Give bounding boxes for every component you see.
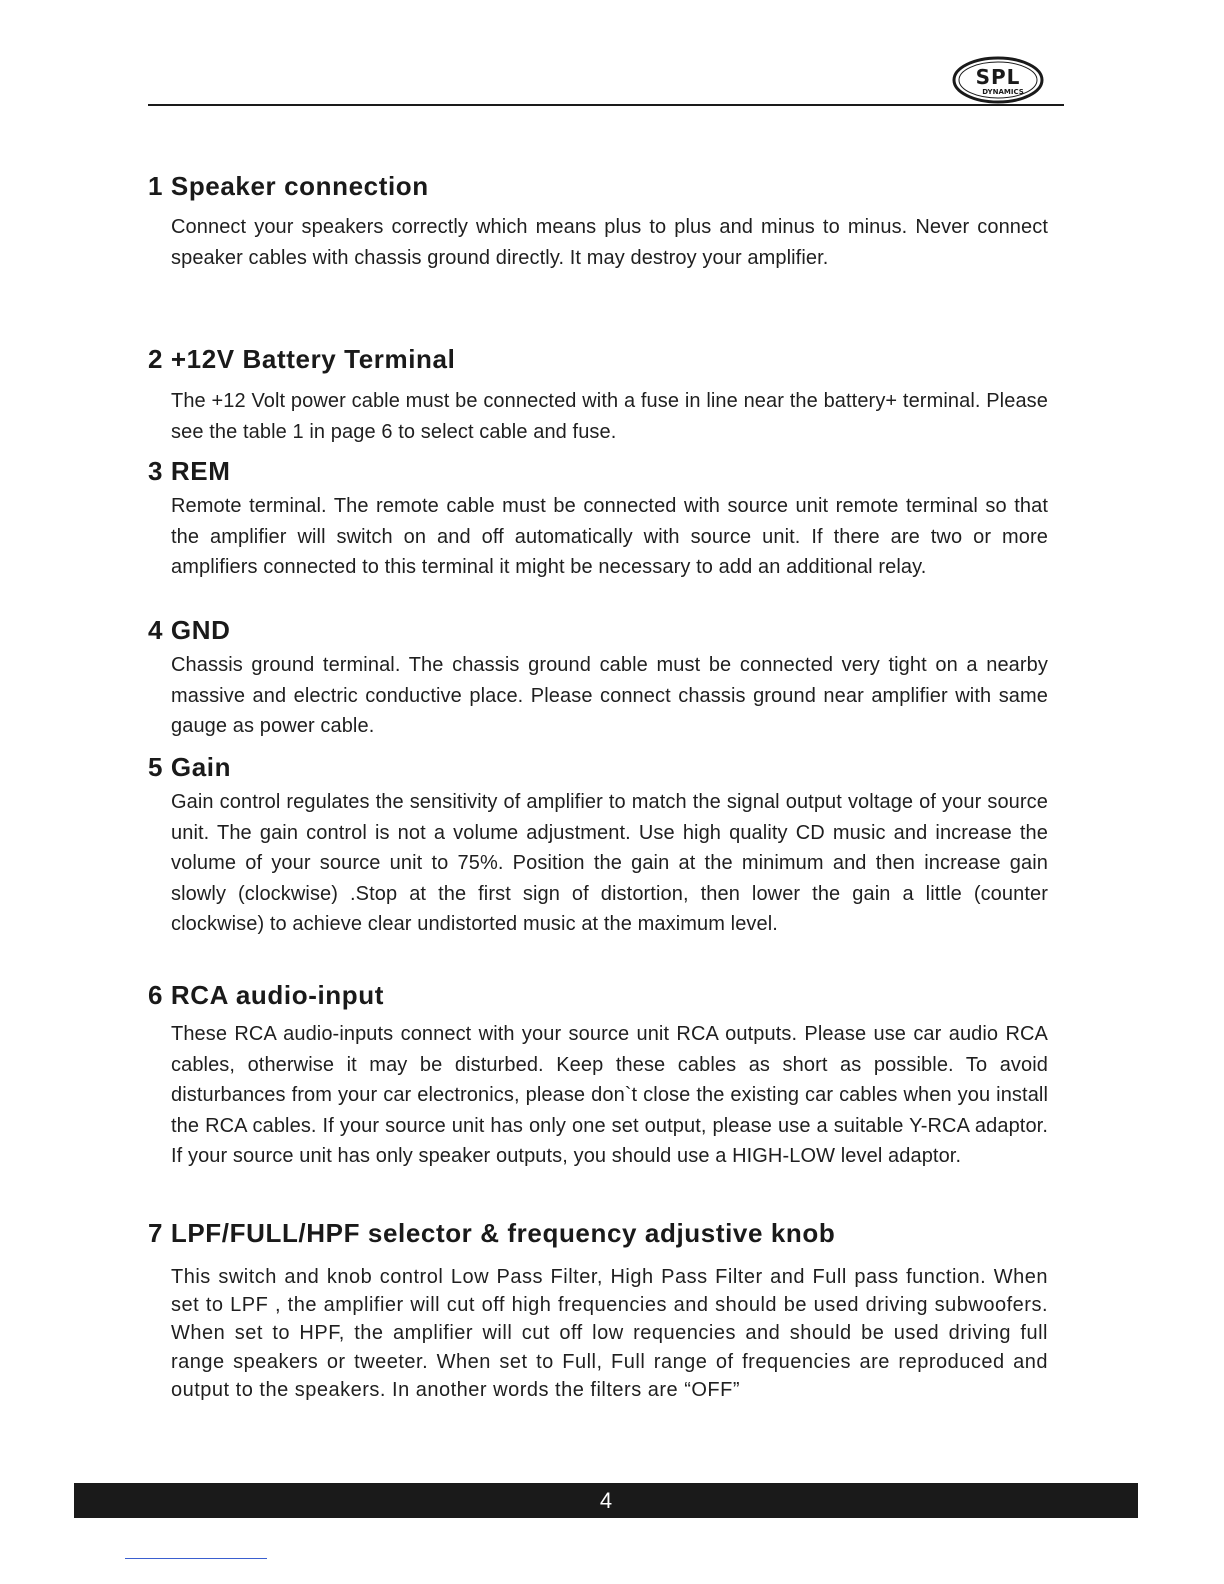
section-body: Chassis ground terminal. The chassis ground cable must be connected very tight on a nearby massive and electric conductive place. Please connect chassis ground near amplifier with same gauge as power cable. — [171, 654, 1048, 737]
section-body: Remote terminal. The remote cable must be connected with source unit remote terminal so that the amplifier will switch on and off automatically with source unit. If there are two or more amplifiers connected to this terminal it might be necessary to add an additional relay. — [171, 495, 1048, 578]
section-body: Gain control regulates the sensitivity of amplifier to match the signal output voltage of your source unit. The gain control is not a volume adjustment. Use high quality CD music and increase the volume of your source unit to 75%. Position the gain at the minimum and then increase gain slowly (clockwise) .Stop at the first sign of distortion, then lower the gain a little (counter clockwise) to achieve clear undistorted music at the maximum level. — [171, 791, 1048, 935]
footer-link-underline — [125, 1558, 267, 1559]
header-divider — [148, 104, 1064, 106]
section-title: 3 REM — [148, 456, 231, 486]
section-body: These RCA audio-inputs connect with your source unit RCA outputs. Please use car audio RCA cables, otherwise it may be disturbed. Keep these cables as short as possible. To avoid disturbances from your car electronics, please don`t close the existing car cables when you install the RCA cables. If your source unit has only one set output, please use a suitable Y-RCA adaptor. If your source unit has only speaker outputs, you should use a HIGH-LOW level adaptor. — [171, 1023, 1048, 1167]
section-gnd — [148, 615, 1048, 742]
section-filter-selector — [148, 1218, 1048, 1404]
section-title: 5 Gain — [148, 752, 232, 782]
section-speaker-connection — [148, 171, 1048, 273]
page-number: 4 — [599, 1487, 613, 1513]
logo-emblem — [952, 56, 1044, 104]
section-title: 6 RCA audio-input — [148, 980, 384, 1010]
section-title: 4 GND — [148, 615, 231, 645]
section-body: This switch and knob control Low Pass Filter, High Pass Filter and Full pass function. When set to LPF , the amplifier will cut off high frequencies and should be used driving subwoofers. When set to HPF, the amplifier will cut off low requencies and should be used driving full range speakers or tweeter. When set to Full, Full range of frequencies are reproduced and output to the speakers. In another words the filters are “OFF” — [171, 1266, 1048, 1401]
section-title: 2 +12V Battery Terminal — [148, 344, 456, 374]
section-body: Connect your speakers correctly which means plus to plus and minus to minus. Never connect speaker cables with chassis ground directly. It may destroy your amplifier. — [171, 216, 1048, 269]
footer-bar — [74, 1483, 1138, 1518]
spl-dynamics-logo — [952, 56, 1044, 104]
svg-text:SPL: SPL — [975, 65, 1021, 89]
section-body: The +12 Volt power cable must be connected with a fuse in line near the battery+ terminal. Please see the table 1 in page 6 to select cable and fuse. — [171, 390, 1048, 443]
svg-text:DYNAMICS: DYNAMICS — [982, 88, 1024, 96]
section-title: 7 LPF/FULL/HPF selector & frequency adjustive knob — [148, 1218, 836, 1248]
section-battery-terminal — [148, 344, 1048, 447]
section-rem — [148, 456, 1048, 583]
section-title: 1 Speaker connection — [148, 171, 429, 201]
section-gain — [148, 752, 1048, 940]
section-rca-audio-input — [148, 980, 1048, 1172]
